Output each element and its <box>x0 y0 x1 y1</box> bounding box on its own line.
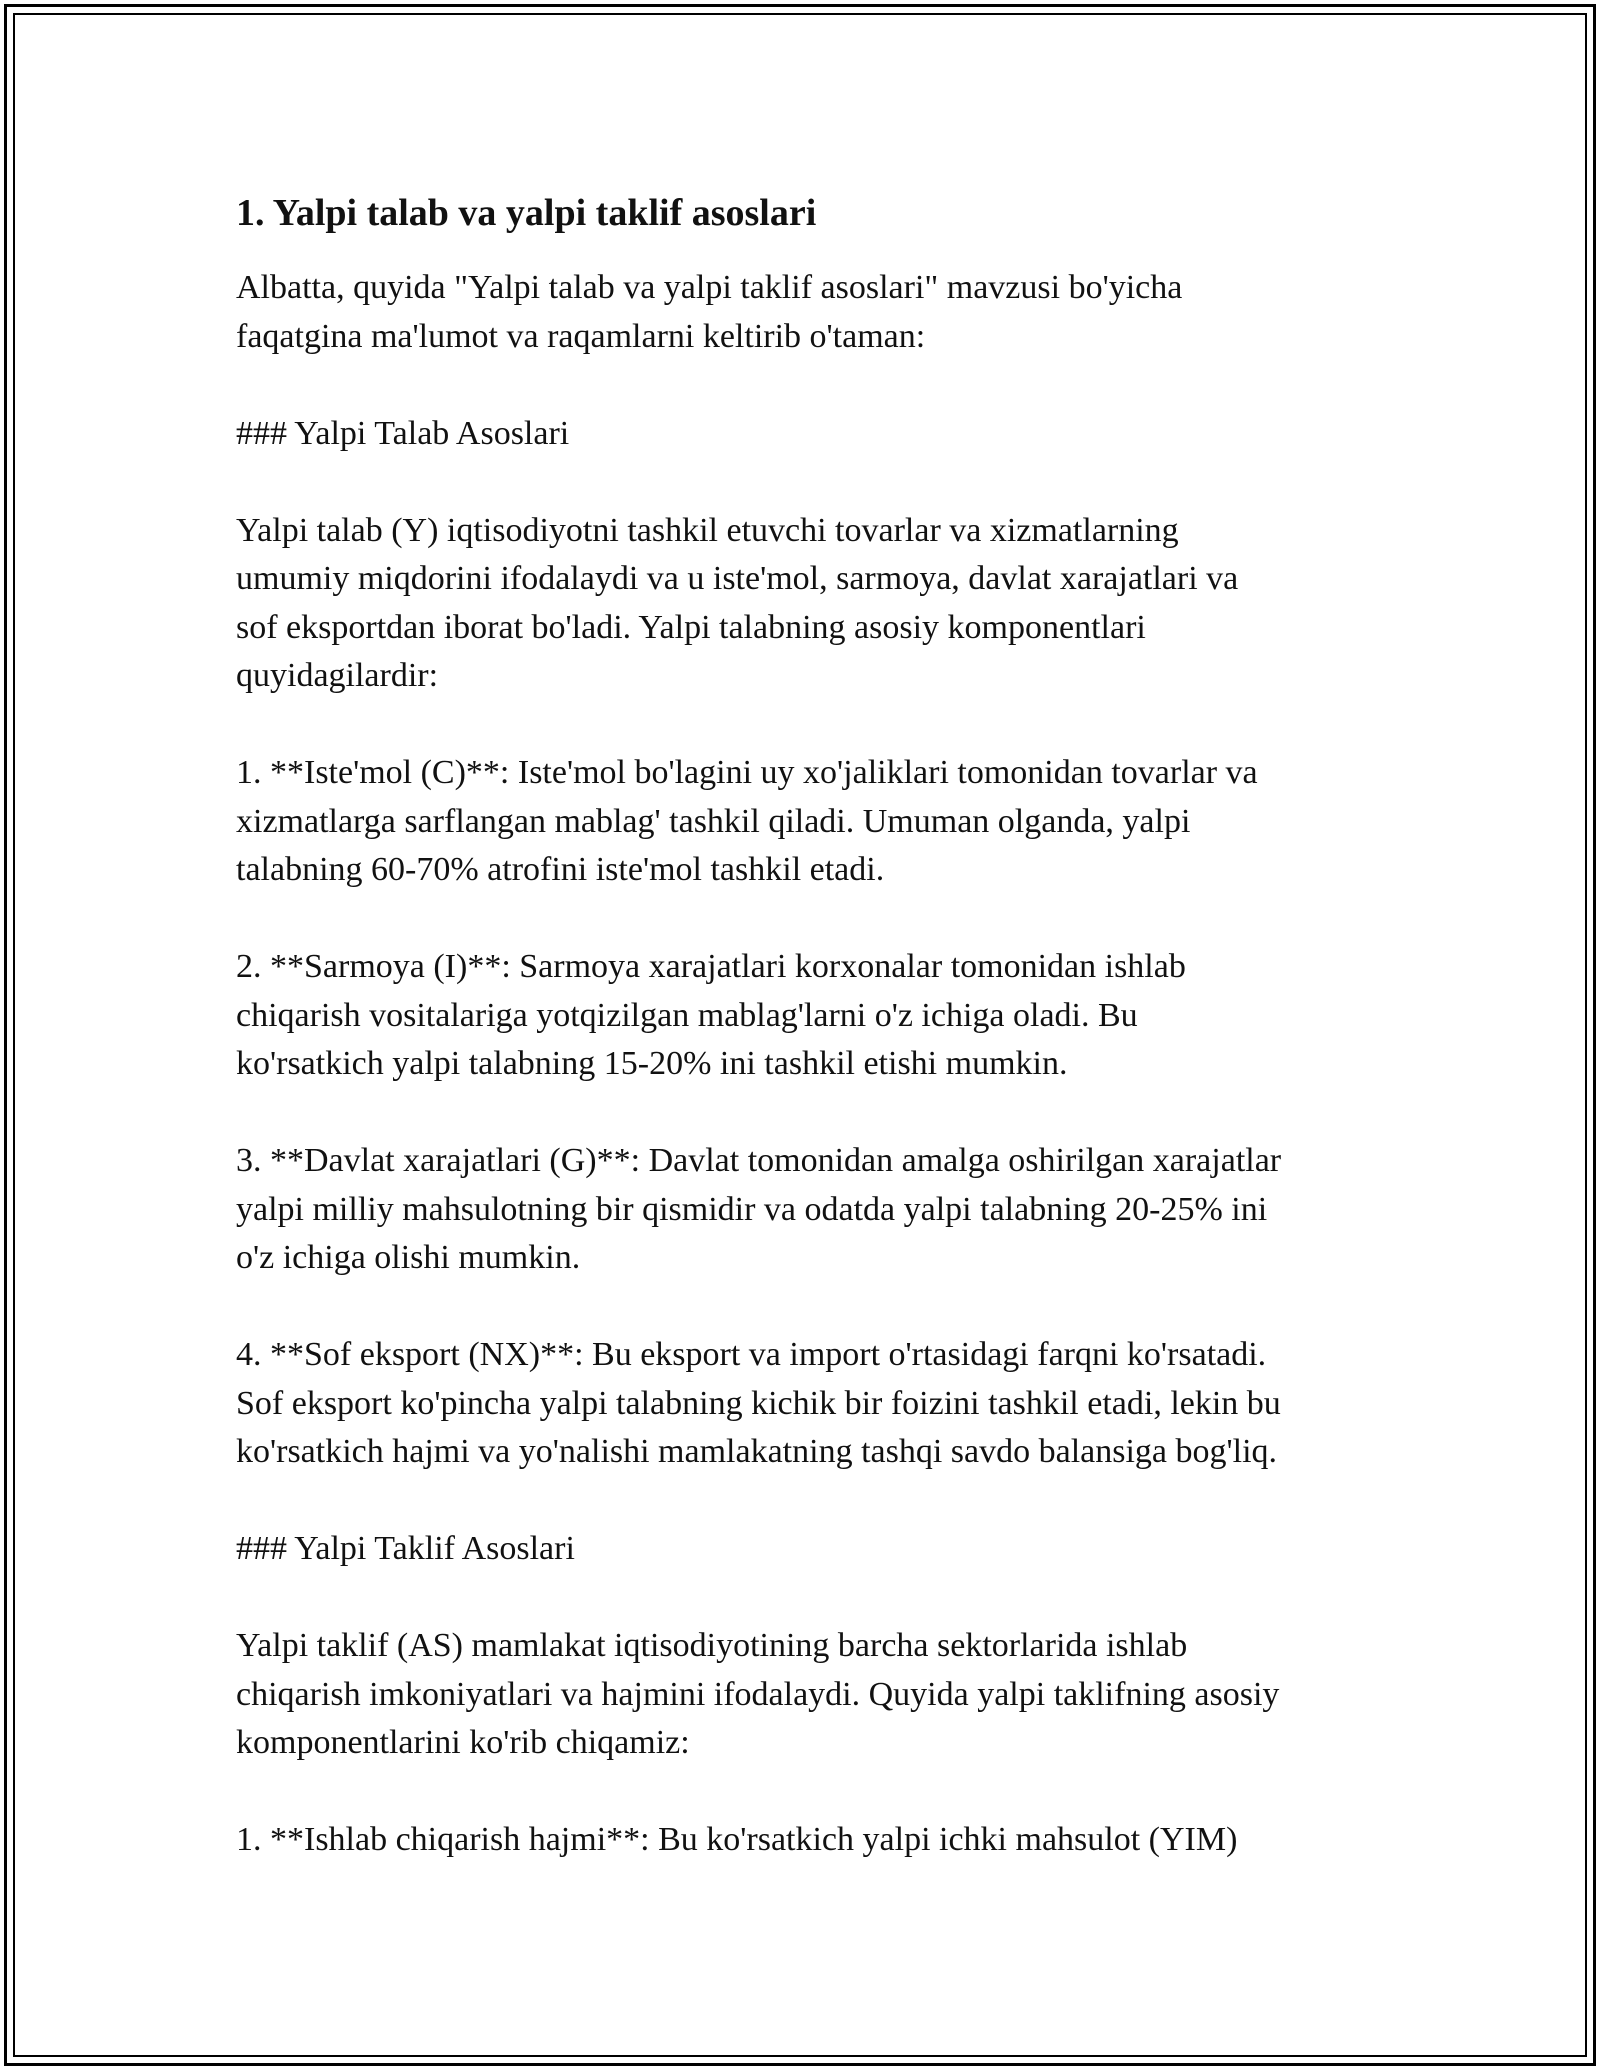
document-body <box>236 188 1396 1913</box>
section-heading-supply: ### Yalpi Taklif Asoslari <box>236 1530 575 1567</box>
section-heading-demand: ### Yalpi Talab Asoslari <box>236 414 570 452</box>
intro-paragraph: Albatta, quyida "Yalpi talab va yalpi taklif asoslari" mavzusi bo'yicha faqatgina ma'lumot va raqamlarni keltirib o'taman: <box>236 269 1183 355</box>
list-item-production-volume: 1. **Ishlab chiqarish hajmi**: Bu ko'rsatkich yalpi ichki mahsulot (YIM) <box>236 1821 1238 1858</box>
list-item-net-exports: 4. **Sof eksport (NX)**: Bu eksport va import o'rtasidagi farqni ko'rsatadi. Sof eksport ko'pincha yalpi talabning kichik bir foizini tashkil etadi, lekin bu ko'rsatkich hajmi va yo'nalishi mamlakatning tashqi savdo balansiga bog'liq. <box>236 1336 1281 1470</box>
list-item-consumption: 1. **Iste'mol (C)**: Iste'mol bo'lagini uy xo'jaliklari tomonidan tovarlar va xizmatlarga sarflangan mablag' tashkil qiladi. Umuman olganda, yalpi talabning 60-70% atrofini iste'mol tashkil etadi. <box>236 754 1258 888</box>
document-title: 1. Yalpi talab va yalpi taklif asoslari <box>236 192 817 234</box>
list-item-investment: 2. **Sarmoya (I)**: Sarmoya xarajatlari korxonalar tomonidan ishlab chiqarish vositalariga yotqizilgan mablag'larni o'z ichiga oladi. Bu ko'rsatkich yalpi talabning 15-20% ini tashkil etishi mumkin. <box>236 948 1186 1082</box>
list-item-government-spending: 3. **Davlat xarajatlari (G)**: Davlat tomonidan amalga oshirilgan xarajatlar yalpi milliy mahsulotning bir qismidir va odatda yalpi talabning 20-25% ini o'z ichiga olishi mumkin. <box>236 1142 1282 1276</box>
demand-definition-paragraph: Yalpi talab (Y) iqtisodiyotni tashkil etuvchi tovarlar va xizmatlarning umumiy miqdorini ifodalaydi va u iste'mol, sarmoya, davlat xarajatlari va sof eksportdan iborat bo'ladi. Yalpi talabning asosiy komponentlari quyidagilardir: <box>236 511 1239 694</box>
supply-definition-paragraph: Yalpi taklif (AS) mamlakat iqtisodiyotining barcha sektorlarida ishlab chiqarish imkoniyatlari va hajmini ifodalaydi. Quyida yalpi taklifning asosiy komponentlarini ko'rib chiqamiz: <box>236 1627 1280 1761</box>
